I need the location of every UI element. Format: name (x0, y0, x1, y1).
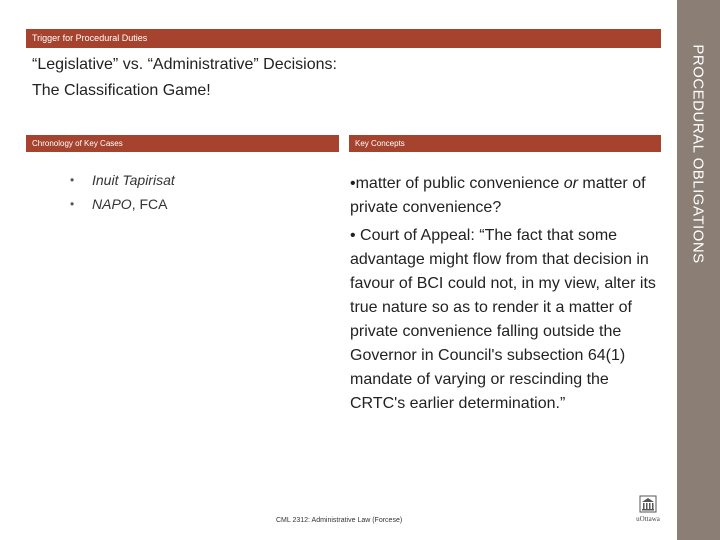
building-icon (639, 495, 657, 513)
key-concepts-header-label: Key Concepts (355, 139, 405, 148)
case-court: , FCA (131, 196, 168, 212)
sidebar (677, 0, 720, 540)
key-concepts-header (349, 135, 661, 152)
list-item (70, 192, 175, 216)
case-name: Inuit Tapirisat (92, 172, 175, 188)
concept-item: • Court of Appeal: “The fact that some advantage might flow from that decision in favour of BCI could not, in my view, alter its true nature so as to render it a matter of private convenience falling outside the Governor in Council's subsection 64(1) mandate of varying or rescinding the CRTC's earlier determination.” (350, 227, 656, 412)
key-concepts (350, 172, 668, 420)
case-name: NAPO (92, 196, 132, 212)
concept-item: •matter of public convenience or matter of private convenience? (350, 175, 646, 216)
slide-title (32, 52, 632, 104)
chronology-header-label: Chronology of Key Cases (32, 139, 123, 148)
section-header-bar (26, 29, 661, 48)
university-logo (628, 495, 668, 531)
list-item (70, 168, 175, 192)
sidebar-label: PROCEDURAL OBLIGATIONS (689, 44, 707, 264)
footer-course: CML 2312: Administrative Law (Forcese) (276, 517, 403, 524)
slide-title-line-1: “Legislative” vs. “Administrative” Decisions: (32, 56, 337, 73)
slide-title-line-2: The Classification Game! (32, 82, 211, 99)
chronology-header (26, 135, 339, 152)
section-label: Trigger for Procedural Duties (32, 33, 148, 43)
logo-text: uOttawa (636, 515, 660, 523)
case-list (70, 168, 175, 216)
